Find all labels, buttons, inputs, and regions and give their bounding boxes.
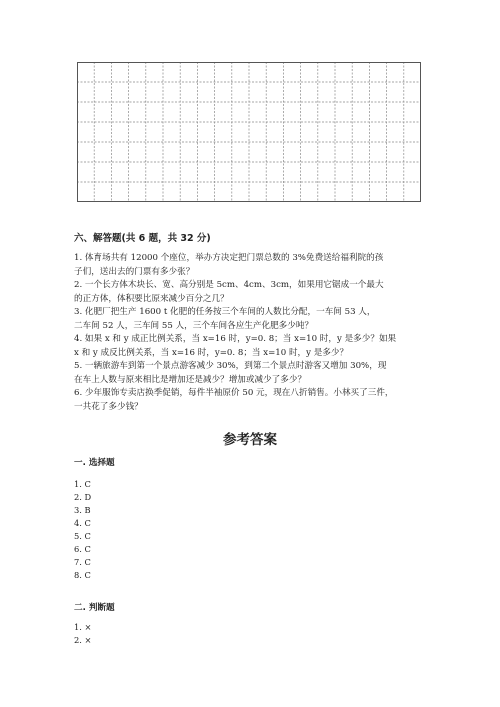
answer-item: 8. C [74, 570, 91, 580]
question-line: x 和 y 成反比例关系，当 x=16 时，y=0. 8；当 x=10 时，y 是多少？ [74, 347, 349, 358]
answer-item: 7. C [74, 557, 91, 567]
question-line: 5. 一辆旅游车到第一个景点游客减少 30%，到第二个景点时游客又增加 30%，现 [74, 361, 387, 371]
judge-answers-title: 二. 判断题 [74, 603, 115, 613]
answer-item: 4. C [74, 518, 91, 528]
question-line: 一共花了多少钱？ [74, 401, 143, 412]
answer-item: 2. × [74, 635, 92, 645]
answer-item: 5. C [74, 531, 91, 541]
question-line: 2. 一个长方体木块长、宽、高分别是 5cm、4cm、3cm，如果用它锯成一个最大 [74, 280, 384, 290]
answer-item: 6. C [74, 544, 91, 554]
choice-answers-title: 一. 选择题 [74, 458, 115, 468]
question-line: 二车间 52 人，三车间 55 人，三个车间各应生产化肥多少吨？ [74, 320, 314, 331]
answer-item: 3. B [74, 505, 91, 515]
question-line: 1. 体育场共有 12000 个座位，举办方决定把门票总数的 3%免费送给福利院的孩 [74, 253, 384, 263]
question-line: 在车上人数与原来相比是增加还是减少？增加或减少了多少？ [74, 374, 307, 385]
answer-item: 1. × [74, 622, 92, 632]
question-line: 的正方体，体积要比原来减少百分之几？ [74, 293, 229, 304]
question-line: 3. 化肥厂把生产 1600 t 化肥的任务按三个车间的人数比分配，一车间 53 人， [74, 307, 376, 317]
question-line: 4. 如果 x 和 y 成正比例关系，当 x=16 时，y=0. 8；当 x=10 时，y 是多少？如果 [74, 334, 397, 344]
question-line: 6. 少年服饰专卖店换季促销，每件半袖原价 50 元，现在八折销售。小林买了三件， [74, 388, 394, 398]
answers-title: 参考答案 [223, 432, 277, 448]
answer-item: 1. C [74, 479, 91, 489]
section-6-title: 六、解答题(共 6 题，共 32 分) [74, 233, 211, 244]
answer-item: 2. D [74, 492, 92, 502]
answer-grid [77, 62, 421, 202]
question-line: 子们，送出去的门票有多少张？ [74, 266, 195, 277]
